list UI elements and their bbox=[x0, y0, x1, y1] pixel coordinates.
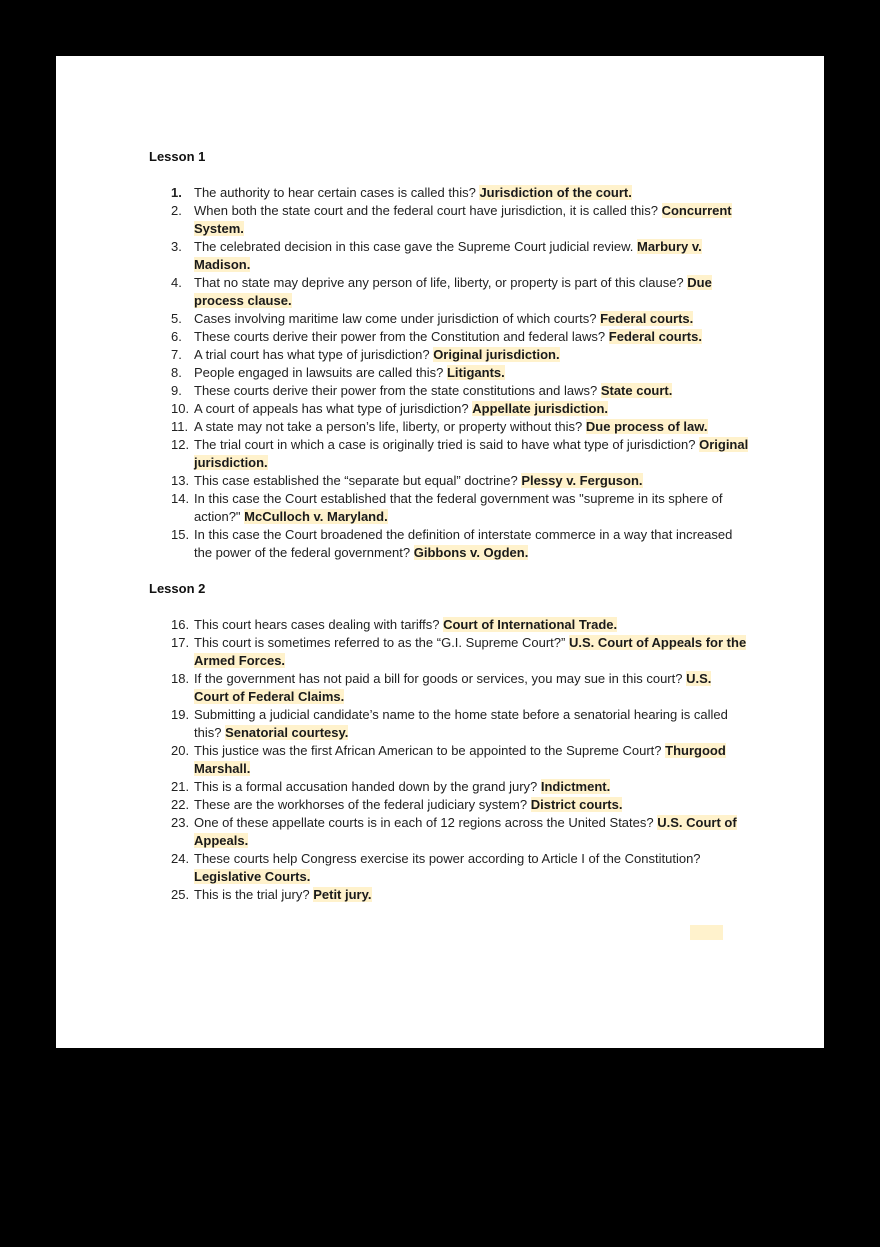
answer-text: U.S. Court of Appeals. bbox=[194, 815, 737, 848]
question-item bbox=[149, 436, 749, 472]
question-item bbox=[149, 184, 749, 202]
question-item bbox=[149, 886, 749, 904]
question-text: When both the state court and the federal court have jurisdiction, it is called this? bbox=[194, 203, 658, 218]
question-item bbox=[149, 364, 749, 382]
question-text: The trial court in which a case is originally tried is said to have what type of jurisdiction? bbox=[194, 437, 696, 452]
question-text: That no state may deprive any person of life, liberty, or property is part of this clause? bbox=[194, 275, 684, 290]
lesson-2-question-list bbox=[149, 616, 749, 904]
question-item bbox=[149, 328, 749, 346]
question-text: This court is sometimes referred to as the “G.I. Supreme Court?” bbox=[194, 635, 566, 650]
question-number: 8. bbox=[171, 365, 182, 380]
question-item bbox=[149, 778, 749, 796]
answer-text: Petit jury. bbox=[313, 887, 372, 902]
question-number: 4. bbox=[171, 275, 182, 290]
answer-text: Original jurisdiction. bbox=[194, 437, 749, 470]
question-text: A trial court has what type of jurisdiction? bbox=[194, 347, 430, 362]
question-text: People engaged in lawsuits are called this? bbox=[194, 365, 444, 380]
lesson-1-question-list bbox=[149, 184, 749, 562]
lesson-1-heading: Lesson 1 bbox=[149, 149, 206, 164]
question-item bbox=[149, 346, 749, 364]
question-item bbox=[149, 202, 749, 238]
question-text: If the government has not paid a bill for goods or services, you may sue in this court? bbox=[194, 671, 683, 686]
answer-text: Federal courts. bbox=[608, 329, 702, 344]
answer-text: Gibbons v. Ogden. bbox=[413, 545, 529, 560]
question-item bbox=[149, 472, 749, 490]
question-item bbox=[149, 634, 749, 670]
lesson-2-heading: Lesson 2 bbox=[149, 581, 206, 596]
answer-text: Litigants. bbox=[446, 365, 505, 380]
answer-text: Court of International Trade. bbox=[443, 617, 618, 632]
question-text: One of these appellate courts is in each of 12 regions across the United States? bbox=[194, 815, 654, 830]
question-item bbox=[149, 526, 749, 562]
question-number: 7. bbox=[171, 347, 182, 362]
question-number: 23. bbox=[171, 815, 190, 830]
answer-text: District courts. bbox=[530, 797, 623, 812]
question-text: This case established the “separate but equal” doctrine? bbox=[194, 473, 518, 488]
answer-text: Senatorial courtesy. bbox=[225, 725, 349, 740]
question-item bbox=[149, 814, 749, 850]
question-item bbox=[149, 796, 749, 814]
answer-text: Jurisdiction of the court. bbox=[479, 185, 632, 200]
question-number: 11. bbox=[171, 419, 189, 434]
question-number: 14. bbox=[171, 491, 190, 506]
question-text: In this case the Court broadened the definition of interstate commerce in a way that increased the power of the federal government? bbox=[194, 527, 733, 560]
question-number: 3. bbox=[171, 239, 182, 254]
answer-text: Indictment. bbox=[540, 779, 611, 794]
question-number: 12. bbox=[171, 437, 190, 452]
question-text: This justice was the first African American to be appointed to the Supreme Court? bbox=[194, 743, 662, 758]
question-text: This court hears cases dealing with tariffs? bbox=[194, 617, 440, 632]
question-number: 10. bbox=[171, 401, 190, 416]
question-text: These courts help Congress exercise its power according to Article I of the Constitution? bbox=[194, 851, 701, 866]
answer-text: Appellate jurisdiction. bbox=[472, 401, 609, 416]
question-number: 18. bbox=[171, 671, 190, 686]
question-item bbox=[149, 274, 749, 310]
answer-text: Legislative Courts. bbox=[194, 869, 311, 884]
question-number: 15. bbox=[171, 527, 190, 542]
question-text: The authority to hear certain cases is called this? bbox=[194, 185, 476, 200]
question-item bbox=[149, 418, 749, 436]
question-item bbox=[149, 706, 749, 742]
question-text: In this case the Court established that the federal government was "supreme in its sphere of action?" bbox=[194, 491, 723, 524]
answer-text: McCulloch v. Maryland. bbox=[244, 509, 388, 524]
answer-text: U.S. Court of Federal Claims. bbox=[194, 671, 712, 704]
answer-text: Concurrent System. bbox=[194, 203, 732, 236]
question-item bbox=[149, 310, 749, 328]
answer-text: Due process of law. bbox=[585, 419, 708, 434]
question-number: 19. bbox=[171, 707, 190, 722]
answer-text: Original jurisdiction. bbox=[433, 347, 560, 362]
question-number: 2. bbox=[171, 203, 182, 218]
question-text: A court of appeals has what type of jurisdiction? bbox=[194, 401, 469, 416]
question-number: 16. bbox=[171, 617, 190, 632]
question-item bbox=[149, 670, 749, 706]
question-item bbox=[149, 382, 749, 400]
question-number: 21. bbox=[171, 779, 190, 794]
question-item bbox=[149, 400, 749, 418]
question-item bbox=[149, 490, 749, 526]
question-number: 13. bbox=[171, 473, 190, 488]
question-number: 1. bbox=[171, 185, 182, 200]
question-text: Cases involving maritime law come under jurisdiction of which courts? bbox=[194, 311, 597, 326]
document-content bbox=[149, 148, 749, 904]
question-number: 22. bbox=[171, 797, 190, 812]
question-text: This is a formal accusation handed down by the grand jury? bbox=[194, 779, 538, 794]
answer-text: State court. bbox=[600, 383, 673, 398]
question-number: 17. bbox=[171, 635, 190, 650]
question-number: 9. bbox=[171, 383, 182, 398]
question-number: 5. bbox=[171, 311, 182, 326]
question-item bbox=[149, 742, 749, 778]
question-text: A state may not take a person’s life, liberty, or property without this? bbox=[194, 419, 583, 434]
question-text: These are the workhorses of the federal judiciary system? bbox=[194, 797, 528, 812]
question-number: 6. bbox=[171, 329, 182, 344]
question-text: These courts derive their power from the state constitutions and laws? bbox=[194, 383, 598, 398]
answer-text: Federal courts. bbox=[600, 311, 694, 326]
question-text: Submitting a judicial candidate’s name to the home state before a senatorial hearing is called this? bbox=[194, 707, 728, 740]
question-number: 24. bbox=[171, 851, 190, 866]
answer-text: U.S. Court of Appeals for the Armed Forces. bbox=[194, 635, 747, 668]
question-number: 25. bbox=[171, 887, 190, 902]
question-number: 20. bbox=[171, 743, 190, 758]
question-text: The celebrated decision in this case gave the Supreme Court judicial review. bbox=[194, 239, 634, 254]
question-item bbox=[149, 850, 749, 886]
question-item bbox=[149, 616, 749, 634]
question-text: This is the trial jury? bbox=[194, 887, 310, 902]
document-page bbox=[56, 56, 824, 1048]
question-text: These courts derive their power from the Constitution and federal laws? bbox=[194, 329, 606, 344]
answer-text: Marbury v. Madison. bbox=[194, 239, 702, 272]
answer-text: Due process clause. bbox=[194, 275, 712, 308]
answer-text: Thurgood Marshall. bbox=[194, 743, 726, 776]
question-item bbox=[149, 238, 749, 274]
empty-highlight-mark bbox=[690, 925, 723, 940]
answer-text: Plessy v. Ferguson. bbox=[521, 473, 643, 488]
